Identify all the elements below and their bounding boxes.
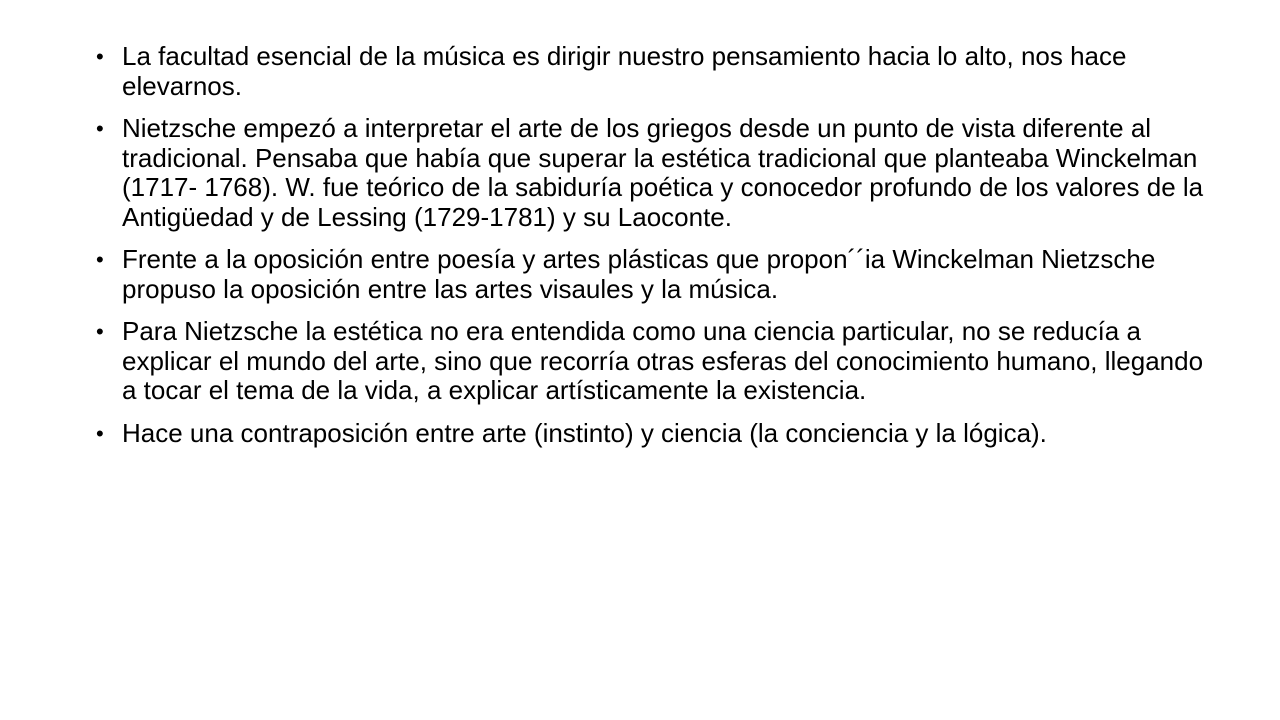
bullet-text: La facultad esencial de la música es dirigir nuestro pensamiento hacia lo alto, nos hace elevarnos. [122, 41, 1127, 101]
bullet-item [96, 42, 1206, 101]
bullet-icon: • [96, 44, 104, 69]
bullet-text: Nietzsche empezó a interpretar el arte de los griegos desde un punto de vista diferente al tradicional. Pensaba que había que superar la estética tradicional que planteaba Winckelman (1717- 1768). W. fue teórico de la sabiduría poética y conocedor profundo de los valores de la Antigüedad y de Lessing (1729-1781) y su Laoconte. [122, 113, 1204, 232]
bullet-item [96, 245, 1206, 304]
bullet-item [96, 114, 1206, 232]
bullet-text: Hace una contraposición entre arte (instinto) y ciencia (la conciencia y la lógica). [122, 417, 1047, 448]
bullet-item [96, 419, 1206, 449]
bullet-item [96, 317, 1206, 406]
bullet-icon: • [96, 319, 104, 344]
bullet-icon: • [96, 116, 104, 141]
bullet-text: Frente a la oposición entre poesía y artes plásticas que propon´´ia Winckelman Nietzsche propuso la oposición entre las artes visaules y la música. [122, 244, 1156, 304]
bullet-text: Para Nietzsche la estética no era entendida como una ciencia particular, no se reducía a explicar el mundo del arte, sino que recorría otras esferas del conocimiento humano, llegando a tocar el tema de la vida, a explicar artísticamente la existencia. [122, 316, 1204, 405]
bullet-icon: • [96, 420, 104, 446]
bullet-icon: • [96, 247, 104, 272]
bullet-list [96, 42, 1206, 461]
